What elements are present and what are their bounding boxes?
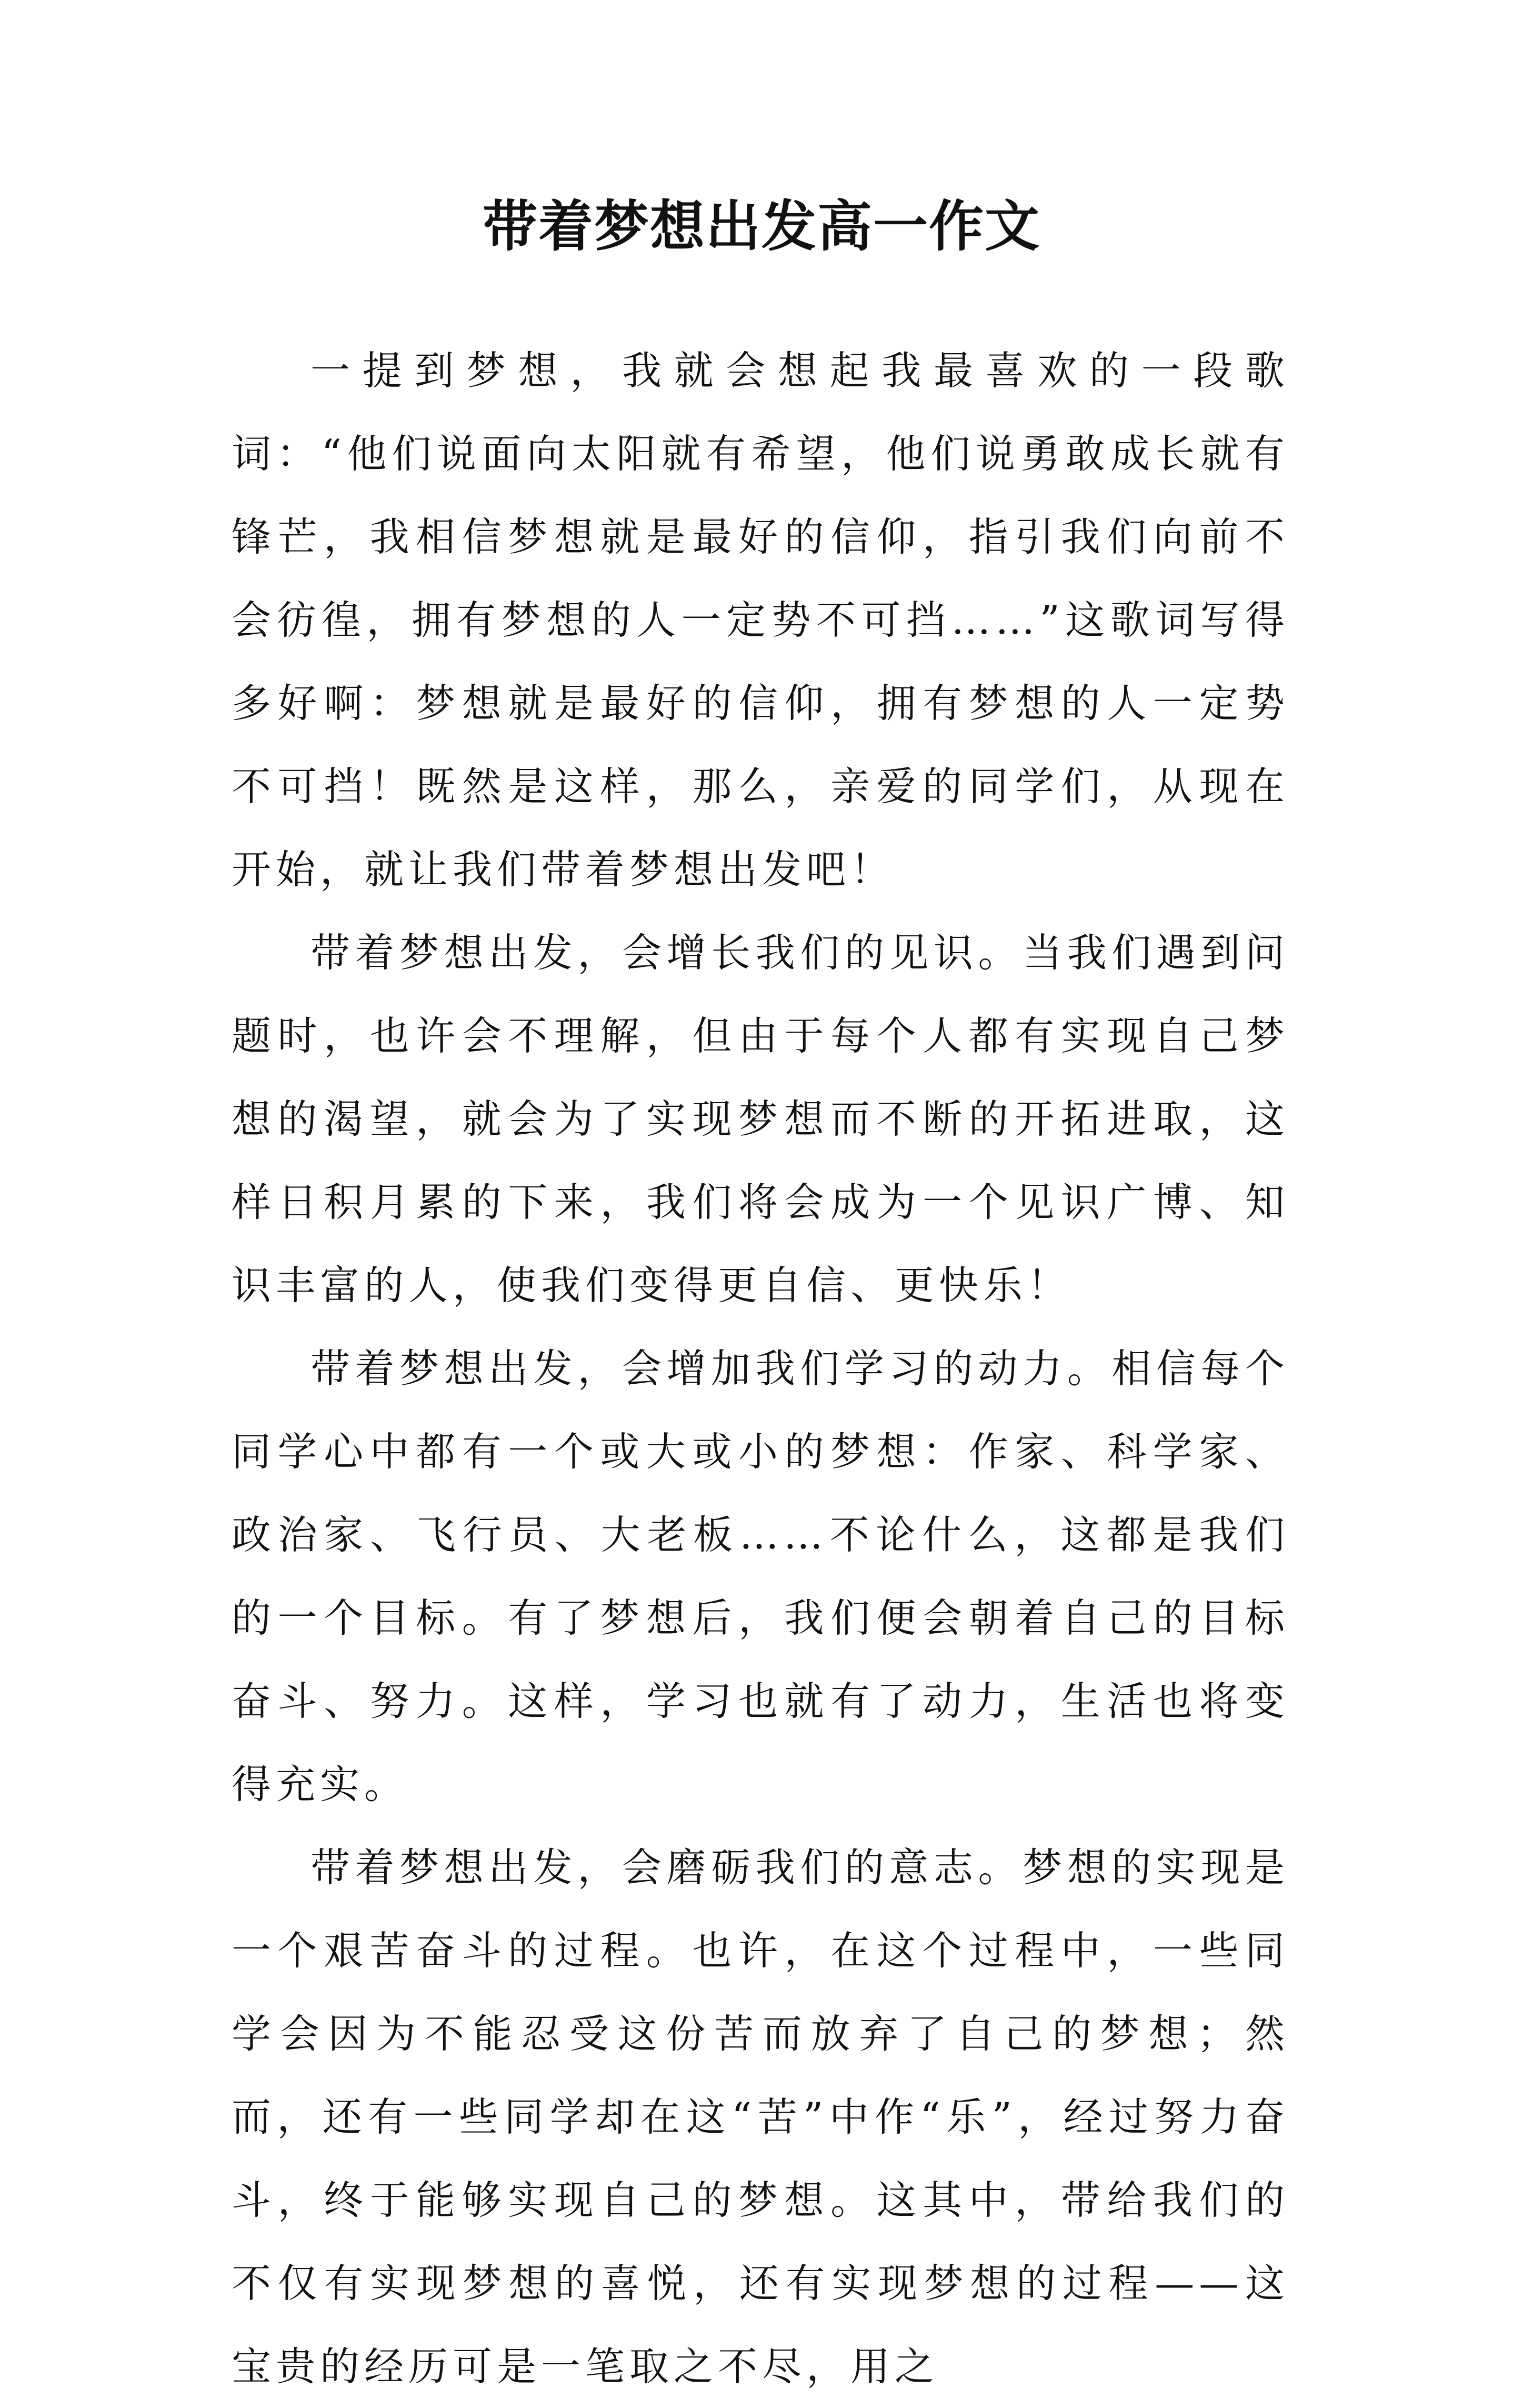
document-body: [232, 329, 1289, 2408]
paragraph-1: 一提到梦想，我就会想起我最喜欢的一段歌词：“他们说面向太阳就有希望，他们说勇敢成长就有锋芒，我相信梦想就是最好的信仰，指引我们向前不会彷徨，拥有梦想的人一定势不可挡……”这歌词写得多好啊：梦想就是最好的信仰，拥有梦想的人一定势不可挡！既然是这样，那么，亲爱的同学们，从现在开始，就让我们带着梦想出发吧！: [232, 347, 1289, 893]
paragraph-4: 带着梦想出发，会磨砺我们的意志。梦想的实现是一个艰苦奋斗的过程。也许，在这个过程中，一些同学会因为不能忍受这份苦而放弃了自己的梦想；然而，还有一些同学却在这“苦”中作“乐”，经过努力奋斗，终于能够实现自己的梦想。这其中，带给我们的不仅有实现梦想的喜悦，还有实现梦想的过程——这宝贵的经历可是一笔取之不尽，用之: [232, 1844, 1289, 2390]
document-title: 带着梦想出发高一作文: [482, 194, 1040, 258]
paragraph-3: 带着梦想出发，会增加我们学习的动力。相信每个同学心中都有一个或大或小的梦想：作家、科学家、政治家、飞行员、大老板……不论什么，这都是我们的一个目标。有了梦想后，我们便会朝着自己的目标奋斗、努力。这样，学习也就有了动力，生活也将变得充实。: [232, 1345, 1289, 1807]
paragraph-2: 带着梦想出发，会增长我们的见识。当我们遇到问题时，也许会不理解，但由于每个人都有实现自己梦想的渴望，就会为了实现梦想而不断的开拓进取，这样日积月累的下来，我们将会成为一个见识广博、知识丰富的人，使我们变得更自信、更快乐！: [232, 930, 1289, 1308]
